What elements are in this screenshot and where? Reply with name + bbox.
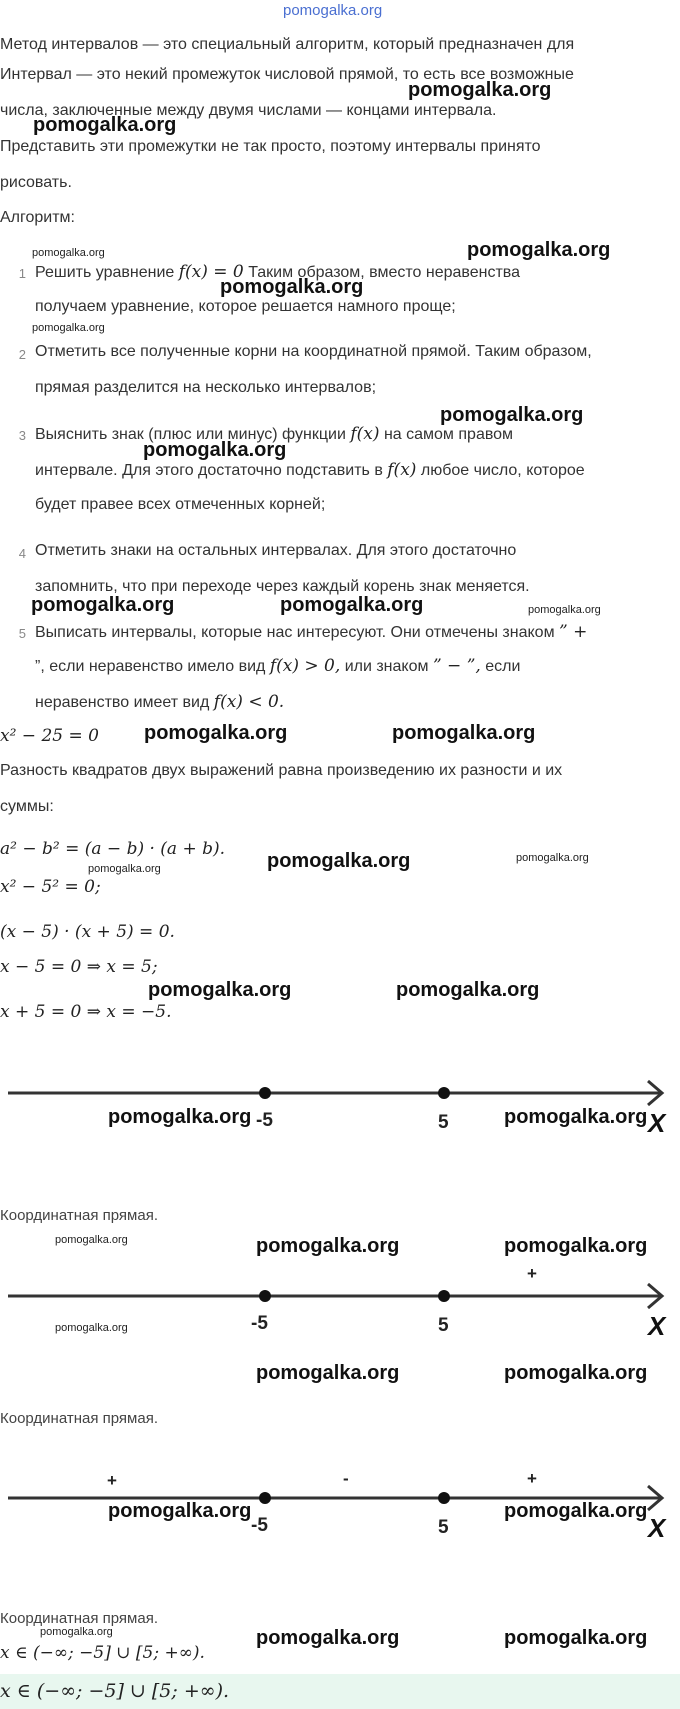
root-label: -5 <box>251 1313 268 1334</box>
watermark: pomogalka.org <box>220 276 364 298</box>
step-number: 1 <box>18 266 26 281</box>
intro-line-4: Представить эти промежутки не так просто, поэтому интервалы принято <box>0 138 541 155</box>
equation-root-2: x + 5 = 0 ⇒ x = −5. <box>0 1002 172 1022</box>
root-label: 5 <box>438 1112 449 1133</box>
watermark: pomogalka.org <box>108 1500 252 1522</box>
number-line-caption: Координатная прямая. <box>0 1410 158 1427</box>
number-line-caption: Координатная прямая. <box>0 1610 158 1627</box>
equation-step-1: x² − 5² = 0; <box>0 877 101 897</box>
step-4-line-1: Отметить знаки на остальных интервалах. Для этого достаточно <box>35 542 517 559</box>
equation-identity: a² − b² = (a − b) · (a + b). <box>0 839 226 859</box>
watermark: pomogalka.org <box>88 863 161 875</box>
step-5-line-3: неравенство имеет вид f(x) < 0. <box>35 692 285 712</box>
watermark: pomogalka.org <box>32 247 105 259</box>
watermark: pomogalka.org <box>467 239 611 261</box>
watermark: pomogalka.org <box>256 1627 400 1649</box>
watermark: pomogalka.org <box>40 1626 113 1638</box>
watermark: pomogalka.org <box>280 594 424 616</box>
root-point <box>259 1290 271 1302</box>
equation-root-1: x − 5 = 0 ⇒ x = 5; <box>0 957 158 977</box>
watermark: pomogalka.org <box>31 594 175 616</box>
step-number: 5 <box>18 626 26 641</box>
watermark: pomogalka.org <box>256 1362 400 1384</box>
intro-line-5: рисовать. <box>0 174 72 191</box>
intro-line-2: Интервал — это некий промежуток числовой прямой, то есть все возможные <box>0 66 574 83</box>
step-3-line-2: интервале. Для этого достаточно подставить в f(x) любое число, которое <box>35 460 585 480</box>
root-label: -5 <box>251 1515 268 1536</box>
sign-label: + <box>527 1264 537 1283</box>
intro-line-3: числа, заключенные между двумя числами — концами интервала. <box>0 102 497 119</box>
root-point <box>438 1492 450 1504</box>
watermark: pomogalka.org <box>144 722 288 744</box>
watermark: pomogalka.org <box>267 850 411 872</box>
root-label: 5 <box>438 1517 449 1538</box>
equation-main: x² − 25 = 0 <box>0 726 99 746</box>
root-point <box>259 1492 271 1504</box>
axis-label: X <box>648 1513 666 1540</box>
step-4-line-2: запомнить, что при переходе через каждый корень знак меняется. <box>35 578 530 595</box>
rule-line-2: суммы: <box>0 798 54 815</box>
watermark: pomogalka.org <box>440 404 584 426</box>
watermark: pomogalka.org <box>504 1627 648 1649</box>
root-point <box>438 1290 450 1302</box>
step-3-line-1: Выяснить знак (плюс или минус) функции f(x) на самом правом <box>35 424 514 444</box>
step-1-line-2: получаем уравнение, которое решается намного проще; <box>35 298 456 315</box>
step-5-line-1: Выписать интервалы, которые нас интересуют. Они отмечены знаком ” + <box>35 622 588 642</box>
watermark: pomogalka.org <box>32 322 105 334</box>
root-label: -5 <box>256 1110 273 1131</box>
watermark: pomogalka.org <box>504 1106 648 1128</box>
step-number: 4 <box>18 546 26 561</box>
watermark: pomogalka.org <box>392 722 536 744</box>
watermark: pomogalka.org <box>256 1235 400 1257</box>
root-point <box>259 1087 271 1099</box>
watermark: pomogalka.org <box>504 1500 648 1522</box>
watermark: pomogalka.org <box>55 1322 128 1334</box>
watermark: pomogalka.org <box>148 979 292 1001</box>
axis-label: X <box>648 1311 666 1335</box>
site-watermark-header: pomogalka.org <box>283 2 383 19</box>
step-2-line-1: Отметить все полученные корни на координатной прямой. Таким образом, <box>35 343 592 360</box>
sign-label: - <box>343 1469 349 1488</box>
step-1-line-1: Решить уравнение f(x) = 0 Таким образом, вместо неравенства <box>35 262 521 282</box>
watermark: pomogalka.org <box>55 1234 128 1246</box>
step-number: 2 <box>18 347 26 362</box>
rule-line-1: Разность квадратов двух выражений равна произведению их разности и их <box>0 762 563 779</box>
intro-line-1: Метод интервалов — это специальный алгоритм, который предназначен для <box>0 36 575 53</box>
watermark: pomogalka.org <box>516 852 589 864</box>
number-line-caption: Координатная прямая. <box>0 1207 158 1224</box>
answer-box <box>0 1674 680 1709</box>
watermark: pomogalka.org <box>143 439 287 461</box>
watermark: pomogalka.org <box>33 114 177 136</box>
watermark: pomogalka.org <box>408 79 552 101</box>
watermark: pomogalka.org <box>504 1235 648 1257</box>
answer-line: x ∈ (−∞; −5] ∪ [5; +∞). <box>0 1643 205 1663</box>
step-number: 3 <box>18 428 26 443</box>
sign-label: + <box>527 1469 537 1488</box>
watermark: pomogalka.org <box>108 1106 252 1128</box>
watermark: pomogalka.org <box>504 1362 648 1384</box>
answer-final: x ∈ (−∞; −5] ∪ [5; +∞). <box>0 1680 230 1702</box>
step-3-line-3: будет правее всех отмеченных корней; <box>35 496 326 513</box>
equation-step-2: (x − 5) · (x + 5) = 0. <box>0 922 175 942</box>
algorithm-heading: Алгоритм: <box>0 209 75 226</box>
sign-label: + <box>107 1471 117 1490</box>
root-point <box>438 1087 450 1099</box>
watermark: pomogalka.org <box>396 979 540 1001</box>
step-5-line-2: ”, если неравенство имело вид f(x) > 0, или знаком ” − ”, если <box>35 656 521 676</box>
root-label: 5 <box>438 1315 449 1335</box>
axis-label: X <box>648 1108 666 1135</box>
step-2-line-2: прямая разделится на несколько интервалов; <box>35 379 377 396</box>
watermark: pomogalka.org <box>528 604 601 616</box>
